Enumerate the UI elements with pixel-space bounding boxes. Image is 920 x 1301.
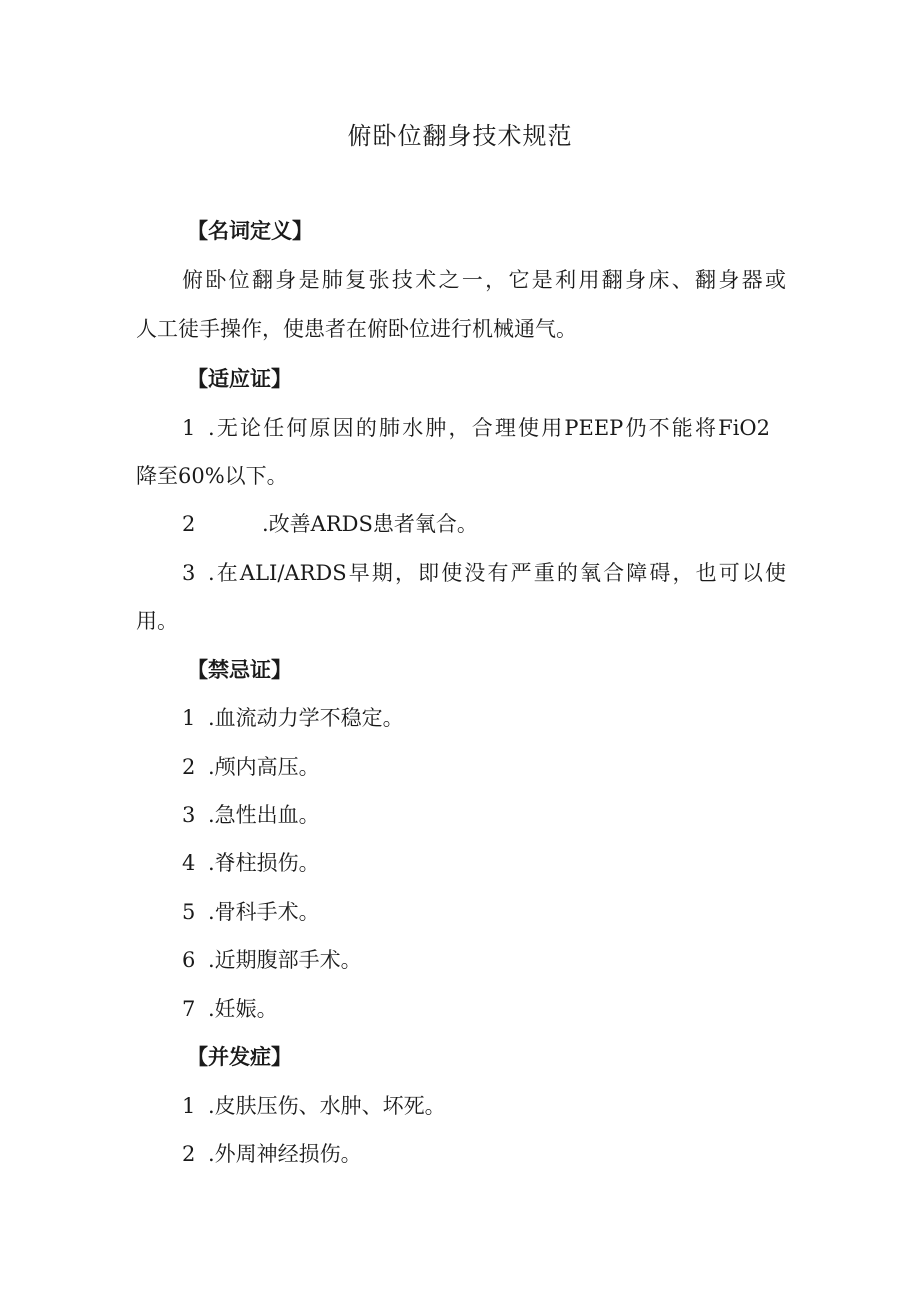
section-heading-indications: 【适应证】 xyxy=(187,367,292,391)
item-text: .皮肤压伤、水肿、坏死。 xyxy=(208,1094,446,1118)
item-text: .颅内高压。 xyxy=(208,755,320,779)
item-text: .血流动力学不稳定。 xyxy=(208,706,404,730)
contraindication-item-2 xyxy=(182,752,320,782)
item-number: 7 xyxy=(182,997,196,1021)
item-text: .在ALI/ARDS早期，即使没有严重的氧合障碍，也可以使 xyxy=(208,561,786,585)
section-heading-definition: 【名词定义】 xyxy=(187,219,313,243)
item-number: 1 xyxy=(182,1094,196,1118)
item-text: .无论任何原因的肺水肿，合理使用PEEP仍不能将FiO2 xyxy=(208,416,770,440)
contraindication-item-4 xyxy=(182,848,320,878)
indication-item-1-continued: 降至60%以下。 xyxy=(136,464,288,488)
contraindication-item-3 xyxy=(182,800,320,830)
item-text: .脊柱损伤。 xyxy=(208,851,320,875)
section-heading-contraindications: 【禁忌证】 xyxy=(187,658,292,682)
item-number: 2 xyxy=(182,755,196,779)
item-text: .骨科手术。 xyxy=(208,900,320,924)
complication-item-1 xyxy=(182,1091,446,1121)
document-title: 俯卧位翻身技术规范 xyxy=(347,122,573,150)
contraindication-item-5 xyxy=(182,897,320,927)
contraindication-item-1 xyxy=(182,703,404,733)
item-text: .妊娠。 xyxy=(208,997,278,1021)
indication-item-1 xyxy=(182,413,770,443)
item-number: 1 xyxy=(182,706,196,730)
item-number: 3 xyxy=(182,803,196,827)
indication-item-2 xyxy=(182,509,478,539)
section-heading-complications: 【并发症】 xyxy=(187,1045,292,1069)
definition-line-2: 人工徒手操作，使患者在俯卧位进行机械通气。 xyxy=(136,317,577,341)
item-number: 4 xyxy=(182,851,196,875)
item-text: .急性出血。 xyxy=(208,803,320,827)
item-text: .改善ARDS患者氧合。 xyxy=(262,512,478,536)
contraindication-item-6 xyxy=(182,945,362,975)
item-text: .近期腹部手术。 xyxy=(208,948,362,972)
indication-item-3-continued: 用。 xyxy=(136,609,178,633)
contraindication-item-7 xyxy=(182,994,278,1024)
item-number: 5 xyxy=(182,900,196,924)
item-number: 3 xyxy=(182,561,196,585)
item-number: 2 xyxy=(182,1142,196,1166)
indication-item-3 xyxy=(182,558,786,588)
item-number: 6 xyxy=(182,948,196,972)
definition-line-1: 俯卧位翻身是肺复张技术之一，它是利用翻身床、翻身器或 xyxy=(182,268,786,292)
item-number: 2 xyxy=(182,512,196,536)
item-text: .外周神经损伤。 xyxy=(208,1142,362,1166)
item-number: 1 xyxy=(182,416,196,440)
complication-item-2 xyxy=(182,1139,362,1169)
